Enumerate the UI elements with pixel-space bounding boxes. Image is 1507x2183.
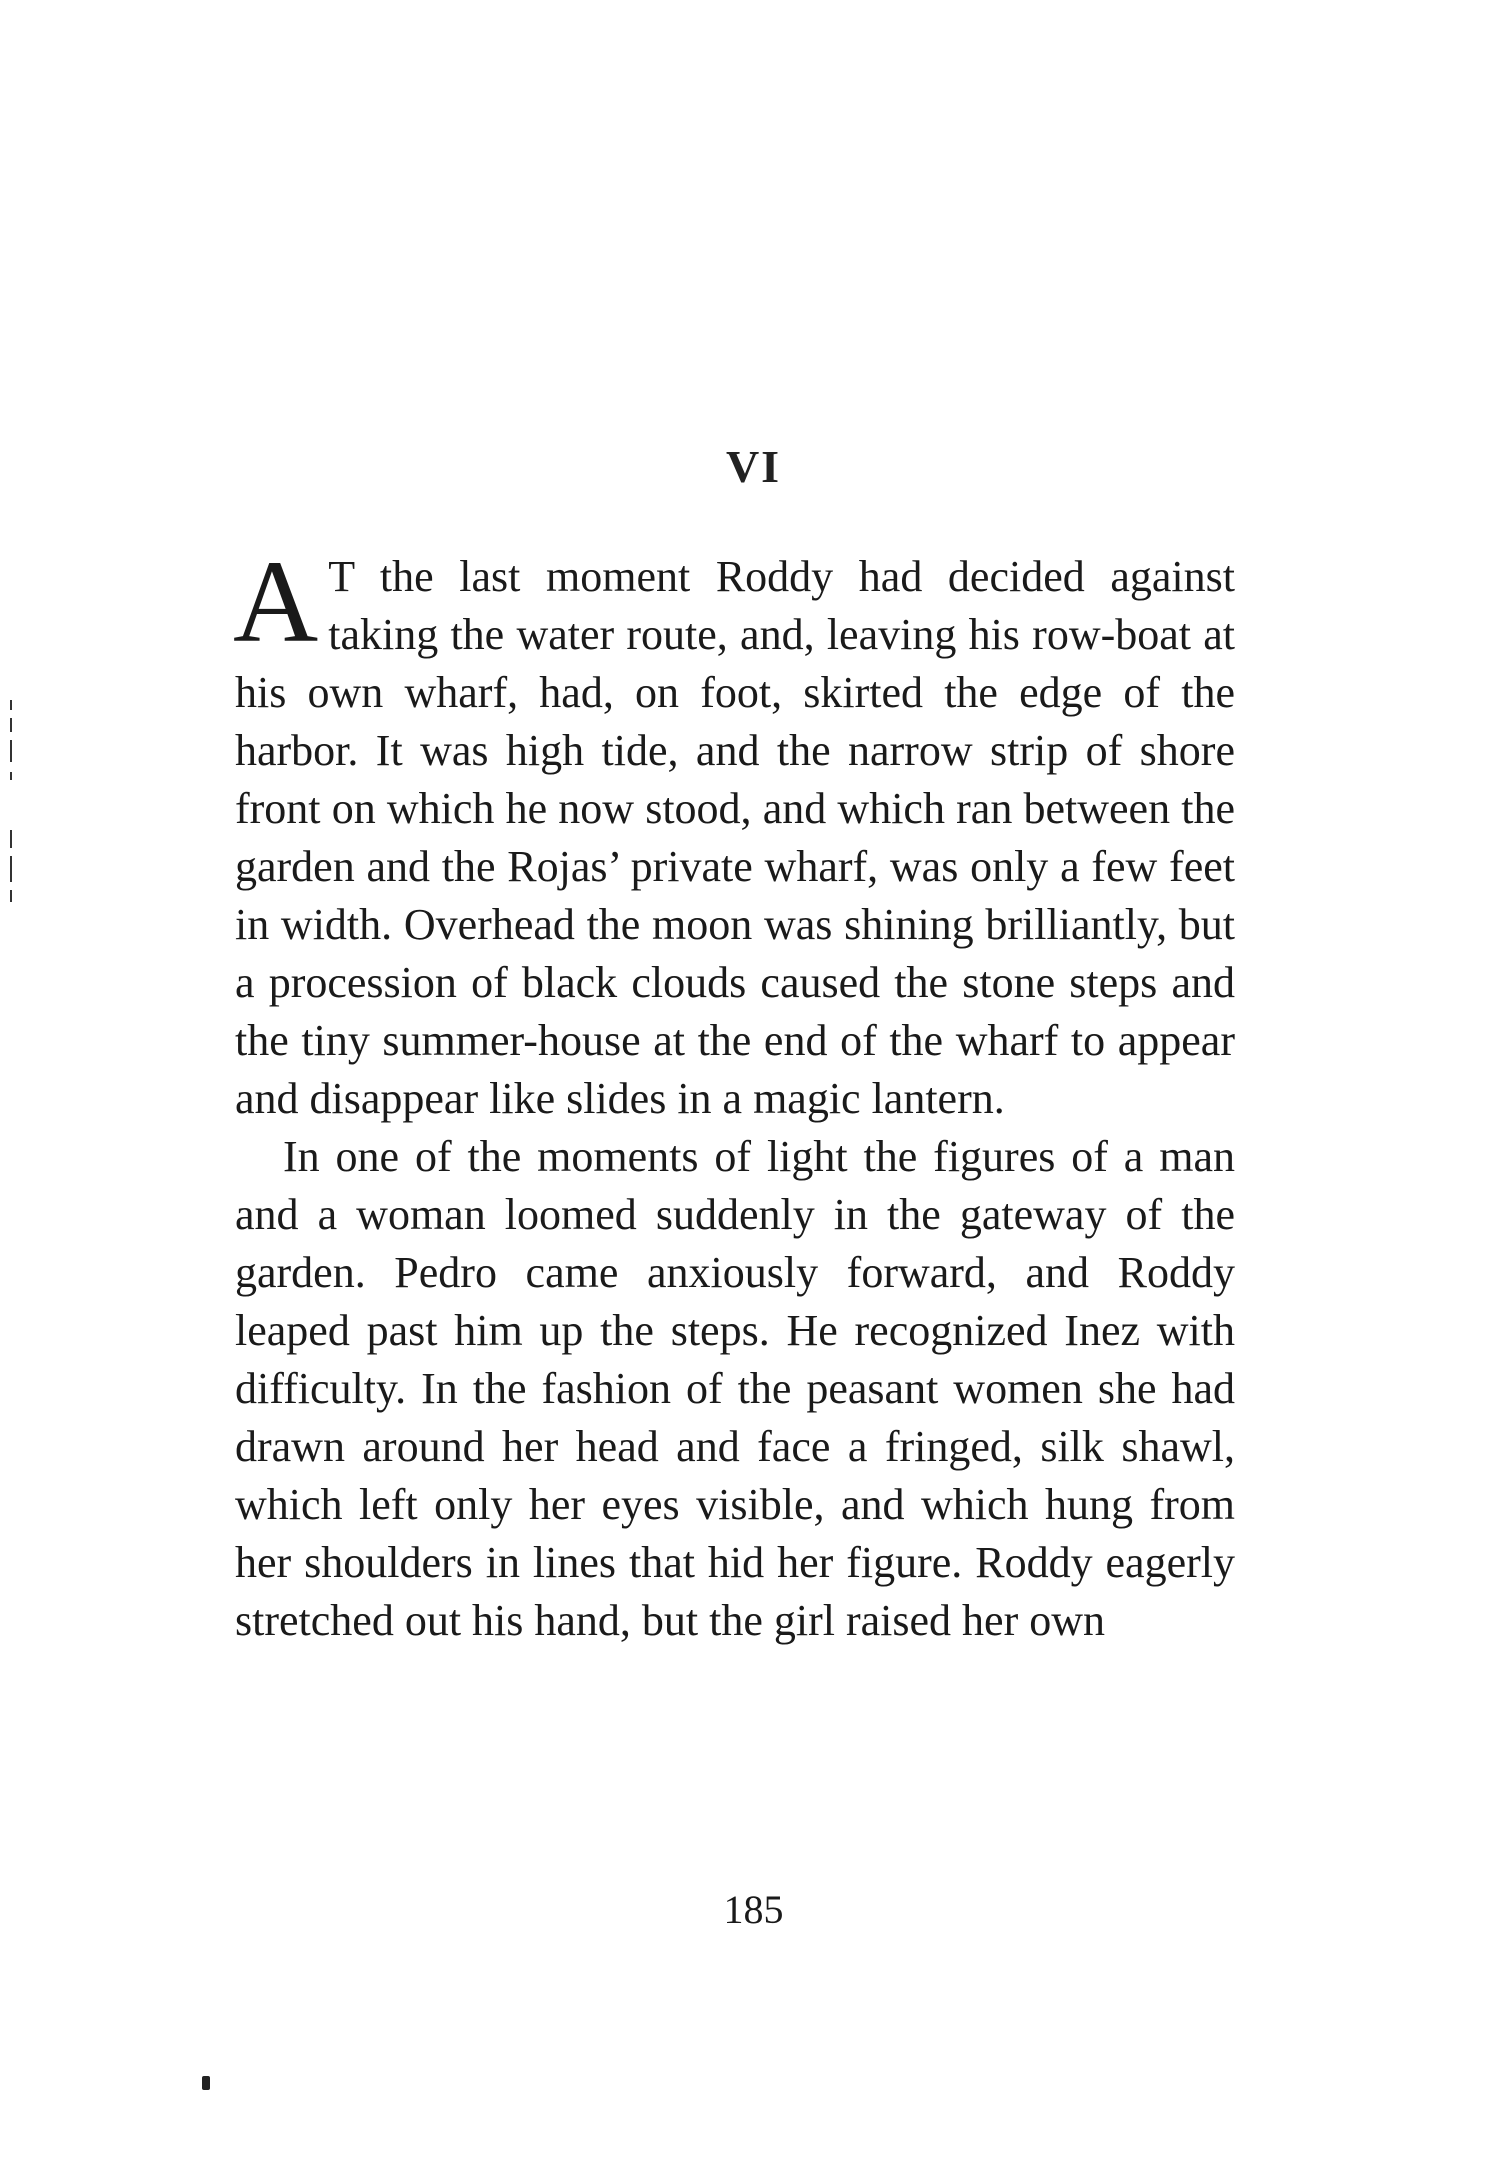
page-number: 185 <box>723 1887 784 1932</box>
margin-scan-marks <box>10 700 16 910</box>
drop-cap: A <box>233 536 319 667</box>
chapter-heading: VI <box>725 441 782 492</box>
lead-in: T <box>328 552 355 601</box>
scan-mark <box>202 2076 210 2090</box>
paragraph: In one of the moments of light the figures of a man and a woman loomed suddenly in the gateway of the garden. Pedro came anxiously forward, and Roddy leaped past him up the steps. He recognized Inez with difficulty. In the fashion of the peasant women she had drawn around her head and face a fringed, silk shawl, which left only her eyes visible, and which hung from her shoulders in lines that hid her figure. Roddy eagerly stretched out his hand, but the girl raised her own <box>235 1132 1235 1645</box>
paragraph <box>233 536 1235 1128</box>
paragraph-text: the last moment Roddy had decided against taking the water route, and, leaving his row-boat at his own wharf, had, on foot, skirted the edge of the harbor. It was high tide, and the narrow strip of shore front on which he now stood, and which ran between the garden and the Rojas’ private wharf, was only a few feet in width. Overhead the moon was shining brilliantly, but a procession of black clouds caused the stone steps and the tiny summer-house at the end of the wharf to appear and disappear like slides in a magic lantern. <box>235 552 1235 1123</box>
body-text <box>233 536 1235 1650</box>
